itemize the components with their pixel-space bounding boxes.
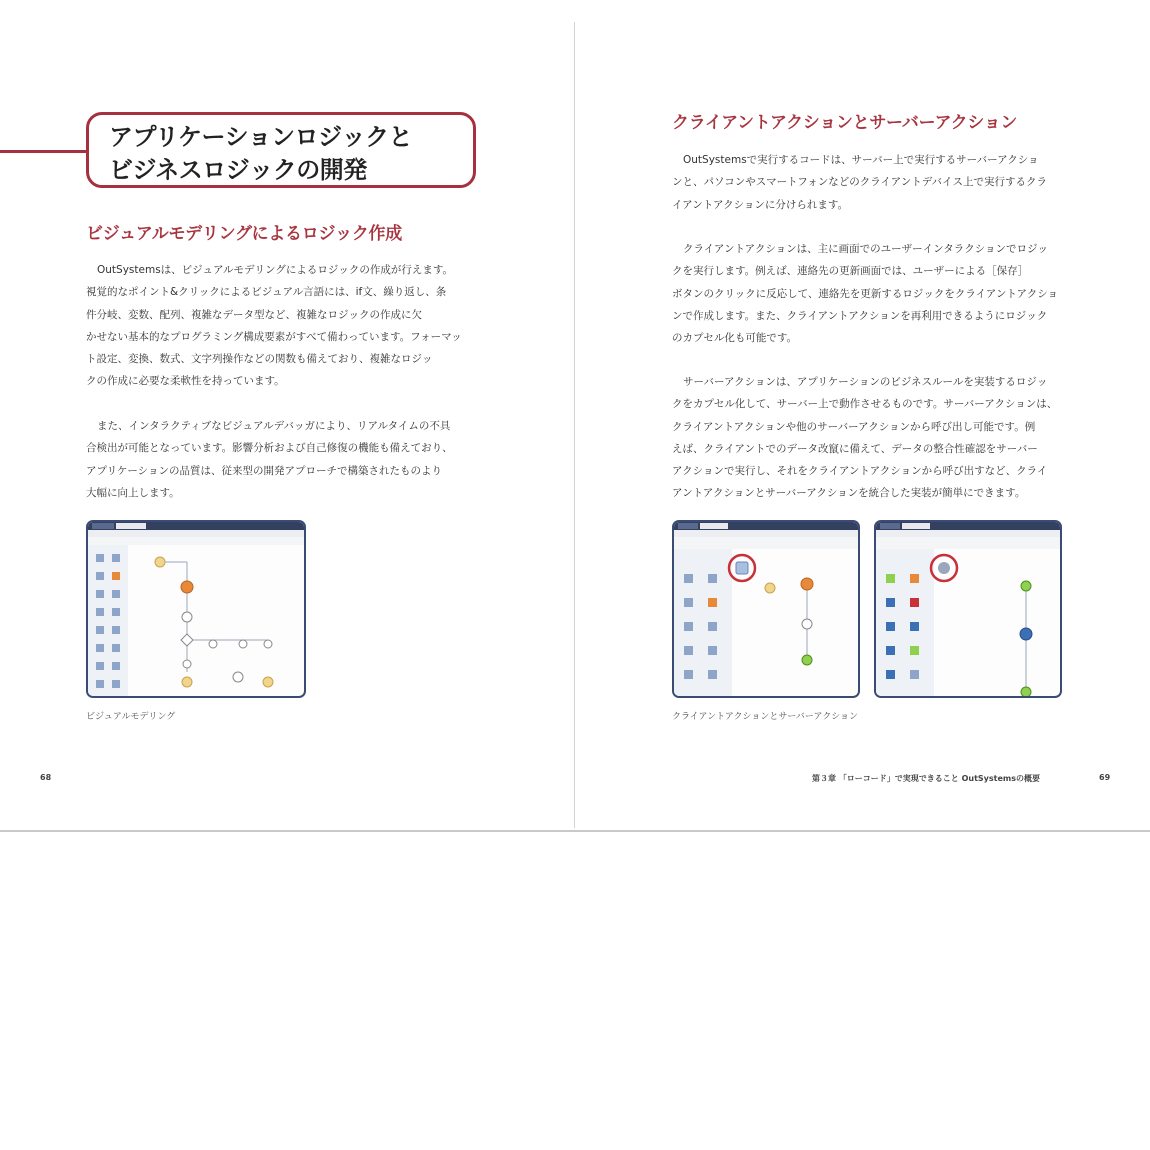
- text-line: ト設定、変換、数式、文字列操作などの関数も備えており、複雑なロジッ: [86, 353, 433, 366]
- text-line: アクションで実行し、それをクライアントアクションから呼び出すなど、クライ: [672, 465, 1048, 478]
- page-gutter: [574, 22, 575, 828]
- paragraph: [86, 259, 482, 393]
- text-line: OutSystemsで実行するコードは、サーバー上で実行するサーバーアクショ: [683, 154, 1039, 166]
- text-line: また、インタラクティブなビジュアルデバッガにより、リアルタイムの不具: [97, 420, 451, 432]
- text-line: かせない基本的なプログラミング構成要素がすべて備わっています。フォーマッ: [86, 330, 462, 343]
- figure-caption: クライアントアクションとサーバーアクション: [672, 712, 859, 722]
- figure-caption: ビジュアルモデリング: [86, 712, 176, 722]
- text-line: 大幅に向上します。: [86, 486, 180, 499]
- text-line: クライアントアクションや他のサーバーアクションから呼び出し可能です。例: [672, 420, 1036, 433]
- text-line: ンで作成します。また、クライアントアクションを再利用できるようにロジック: [672, 309, 1048, 322]
- text-line: アプリケーションの品質は、従来型の開発アプローチで構築されたものより: [86, 464, 442, 477]
- text-line: 視覚的なポイント&クリックによるビジュアル言語には、if文、繰り返し、条: [86, 286, 447, 299]
- chapter-title-line: アプリケーションロジックと: [109, 123, 413, 151]
- text-line: OutSystemsは、ビジュアルモデリングによるロジックの作成が行えます。: [97, 264, 453, 276]
- paragraph: [86, 415, 482, 504]
- chapter-title-line: ビジネスロジックの開発: [109, 156, 367, 184]
- text-line: アントアクションとサーバーアクションを統合した実装が簡単にできます。: [672, 487, 1026, 500]
- text-line: 合検出が可能となっています。影響分析および自己修復の機能も備えており、: [86, 442, 453, 455]
- text-line: 件分岐、変数、配列、複雑なデータ型など、複雑なロジックの作成に欠: [86, 308, 422, 321]
- chapter-title: [86, 112, 476, 188]
- text-line: クを実行します。例えば、連絡先の更新画面では、ユーザーによる［保存］: [672, 265, 1029, 278]
- text-line: クをカプセル化して、サーバー上で動作させるものです。サーバーアクションは、: [672, 398, 1058, 411]
- paragraph: [672, 371, 1070, 505]
- server-action-screenshot: [874, 520, 1062, 698]
- chapter-title-rule: [0, 150, 88, 153]
- section-heading-visual-modeling: ビジュアルモデリングによるロジック作成: [86, 224, 402, 244]
- page-number: 68: [40, 773, 52, 782]
- text-line: ボタンのクリックに反応して、連絡先を更新するロジックをクライアントアクショ: [672, 287, 1058, 300]
- text-line: クの作成に必要な柔軟性を持っています。: [86, 375, 285, 388]
- paragraph: [672, 238, 1070, 349]
- section-heading-client-server-actions: クライアントアクションとサーバーアクション: [672, 113, 1018, 133]
- text-line: のカプセル化も可能です。: [672, 332, 798, 345]
- text-line: クライアントアクションは、主に画面でのユーザーインタラクションでロジッ: [683, 243, 1048, 255]
- text-line: えば、クライアントでのデータ改竄に備えて、データの整合性確認をサーバー: [672, 442, 1038, 455]
- text-line: ンと、パソコンやスマートフォンなどのクライアントデバイス上で実行するクラ: [672, 176, 1047, 189]
- paragraph: [672, 149, 1070, 216]
- client-action-screenshot: [672, 520, 860, 698]
- text-line: イアントアクションに分けられます。: [672, 198, 849, 211]
- visual-modeling-screenshot: [86, 520, 306, 698]
- text-line: サーバーアクションは、アプリケーションのビジネスルールを実装するロジッ: [683, 376, 1048, 388]
- running-footer: 第３章 「ローコード」で実現できること OutSystemsの概要: [812, 774, 1040, 783]
- page-number: 69: [1099, 773, 1111, 782]
